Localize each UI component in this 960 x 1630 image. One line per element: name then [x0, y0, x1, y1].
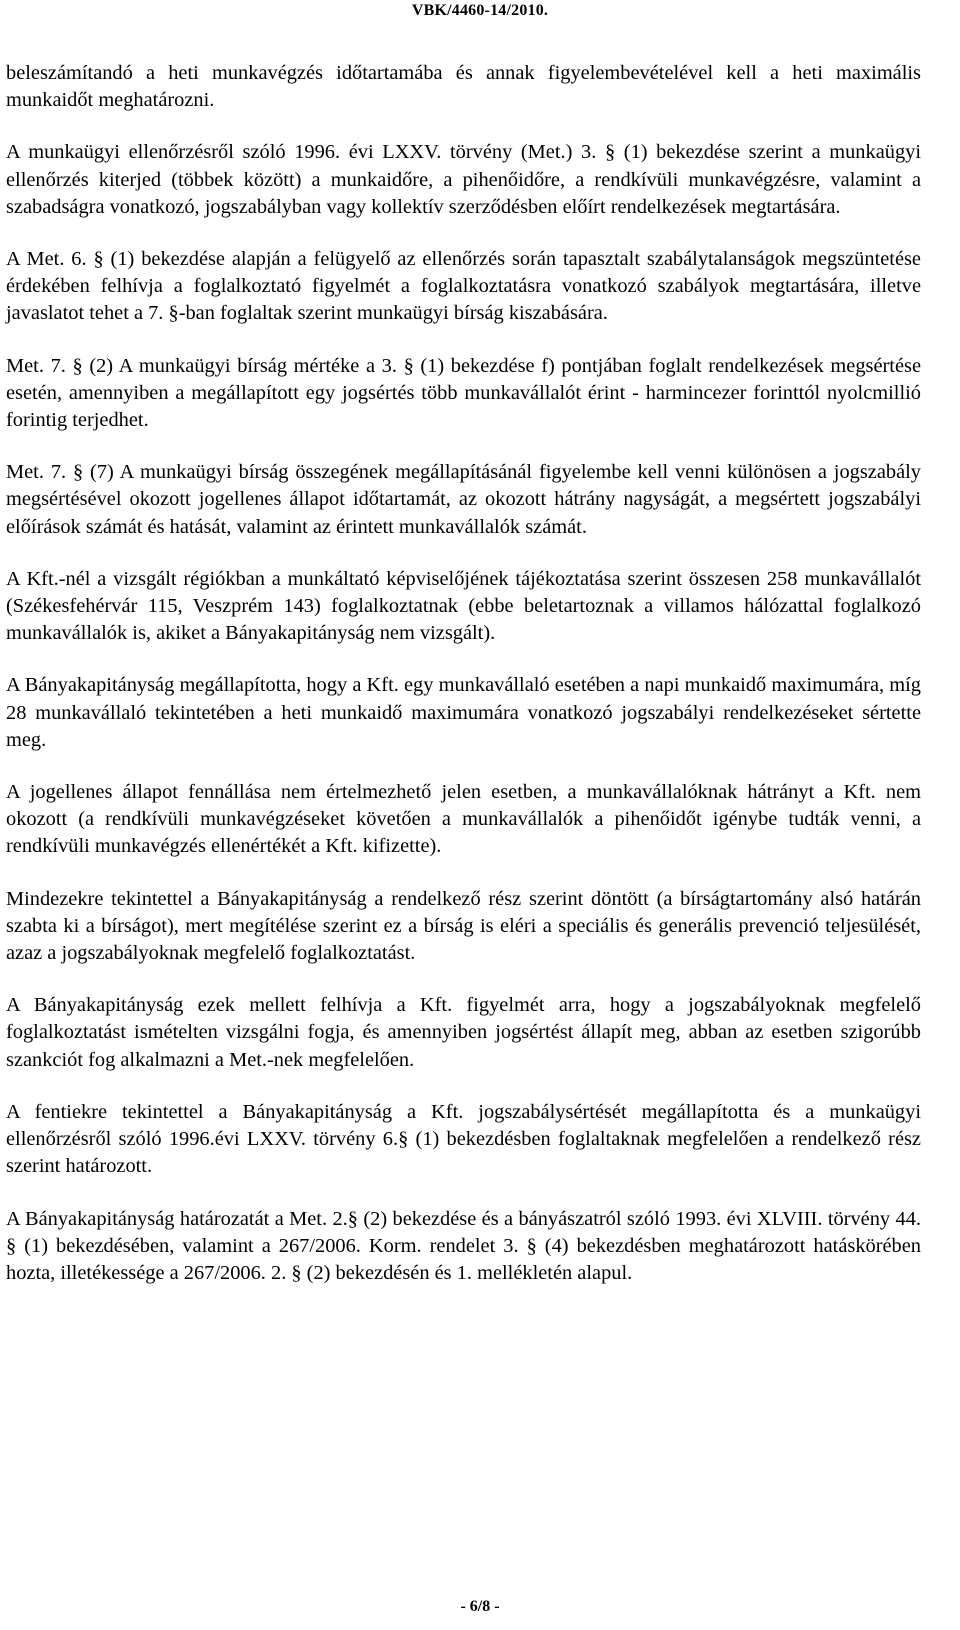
paragraph-legal-basis: A Bányakapitányság határozatát a Met. 2.§ (2) bekezdése és a bányászatról szóló 1993. évi XLVIII. törvény 44. § (1) bekezdésében, valamint a 267/2006. Korm. rendelet 3. § (4) bekezdésben meghatározott hatáskörében hozta, illetékessége a 267/2006. 2. § (2) bekezdésén és 1. mellékletén alapul.: [6, 1207, 921, 1284]
document-reference-number: VBK/4460-14/2010.: [411, 2, 549, 19]
document-body: [6, 60, 921, 1312]
paragraph-employee-count: A Kft.-nél a vizsgált régiókban a munkáltató képviselőjének tájékoztatása szerint összesen 258 munkavállalót (Székesfehérvár 115, Veszprém 143) foglalkoztatnak (ebbe beletartoznak a villamos hálózattal foglalkozó munkavállalók is, akiket a Bányakapitányság nem vizsgált).: [6, 567, 921, 645]
paragraph-met-6-section: A Met. 6. § (1) bekezdése alapján a felügyelő az ellenőrzés során tapasztalt szabálytalanságok megszüntetése érdekében felhívja a foglalkoztató figyelmét a foglalkoztatásra vonatkozó szabályok megtartására, illetve javaslatot tehet a 7. §-ban foglaltak szerint munkaügyi bírság kiszabására.: [6, 248, 921, 325]
paragraph-met-7-7-section: Met. 7. § (7) A munkaügyi bírság összegének megállapításánál figyelembe kell venni különösen a jogszabály megsértésével okozott jogellenes állapot időtartamát, az okozott hátrány nagyságát, a megsértett jogszabályi előírások számát és hatását, valamint az érintett munkavállalók számát.: [6, 461, 921, 538]
paragraph-decision-reasoning: Mindezekre tekintettel a Bányakapitányság a rendelkező rész szerint döntött (a bírságtartomány alsó határán szabta ki a bírságot), mert megítélése szerint ez a bírság is eléri a speciális és generális prevenció teljesülését, azaz a jogszabályoknak megfelelő foglalkoztatást.: [6, 887, 921, 965]
paragraph-findings: A Bányakapitányság megállapította, hogy a Kft. egy munkavállaló esetében a napi munkaidő maximumára, míg 28 munkavállaló tekintetében a heti munkaidő maximumára vonatkozó jogszabályi rendelkezéseket sértette meg.: [6, 674, 921, 751]
paragraph-warning: A Bányakapitányság ezek mellett felhívja a Kft. figyelmét arra, hogy a jogszabályoknak megfelelő foglalkoztatást ismételten vizsgálni fogja, és amennyiben jogsértést állapít meg, abban az esetben szigorúbb szankciót fog alkalmazni a Met.-nek megfelelően.: [6, 994, 921, 1071]
paragraph-met-7-2-section: Met. 7. § (2) A munkaügyi bírság mértéke a 3. § (1) bekezdése f) pontjában foglalt rendelkezések megsértése esetén, amennyiben a megállapított egy jogsértés több munkavállalót érint - harmincezer forinttól nyolcmillió forintig terjedhet.: [6, 354, 921, 432]
paragraph-met-3-section: A munkaügyi ellenőrzésről szóló 1996. évi LXXV. törvény (Met.) 3. § (1) bekezdése szerint a munkaügyi ellenőrzés kiterjed (többek között) a munkaidőre, a pihenőidőre, a rendkívüli munkavégzésre, valamint a szabadságra vonatkozó, jogszabályban vagy kollektív szerződésben előírt rendelkezések megtartására.: [6, 141, 921, 218]
paragraph-conclusion: A fentiekre tekintettel a Bányakapitányság a Kft. jogszabálysértését megállapította és a munkaügyi ellenőrzésről szóló 1996.évi LXXV. törvény 6.§ (1) bekezdésben foglaltaknak megfelelően a rendelkező rész szerint határozott.: [6, 1100, 921, 1178]
paragraph-unlawful-state: A jogellenes állapot fennállása nem értelmezhető jelen esetben, a munkavállalóknak hátrányt a Kft. nem okozott (a rendkívüli munkavégzéseket követően a munkavállalók a pihenőidőt igénybe tudták venni, a rendkívüli munkavégzés ellenértékét a Kft. kifizette).: [6, 781, 921, 858]
paragraph-weekly-working-time: beleszámítandó a heti munkavégzés időtartamába és annak figyelembevételével kell a heti maximális munkaidőt meghatározni.: [6, 62, 921, 112]
page-number: - 6/8 -: [460, 1598, 500, 1615]
